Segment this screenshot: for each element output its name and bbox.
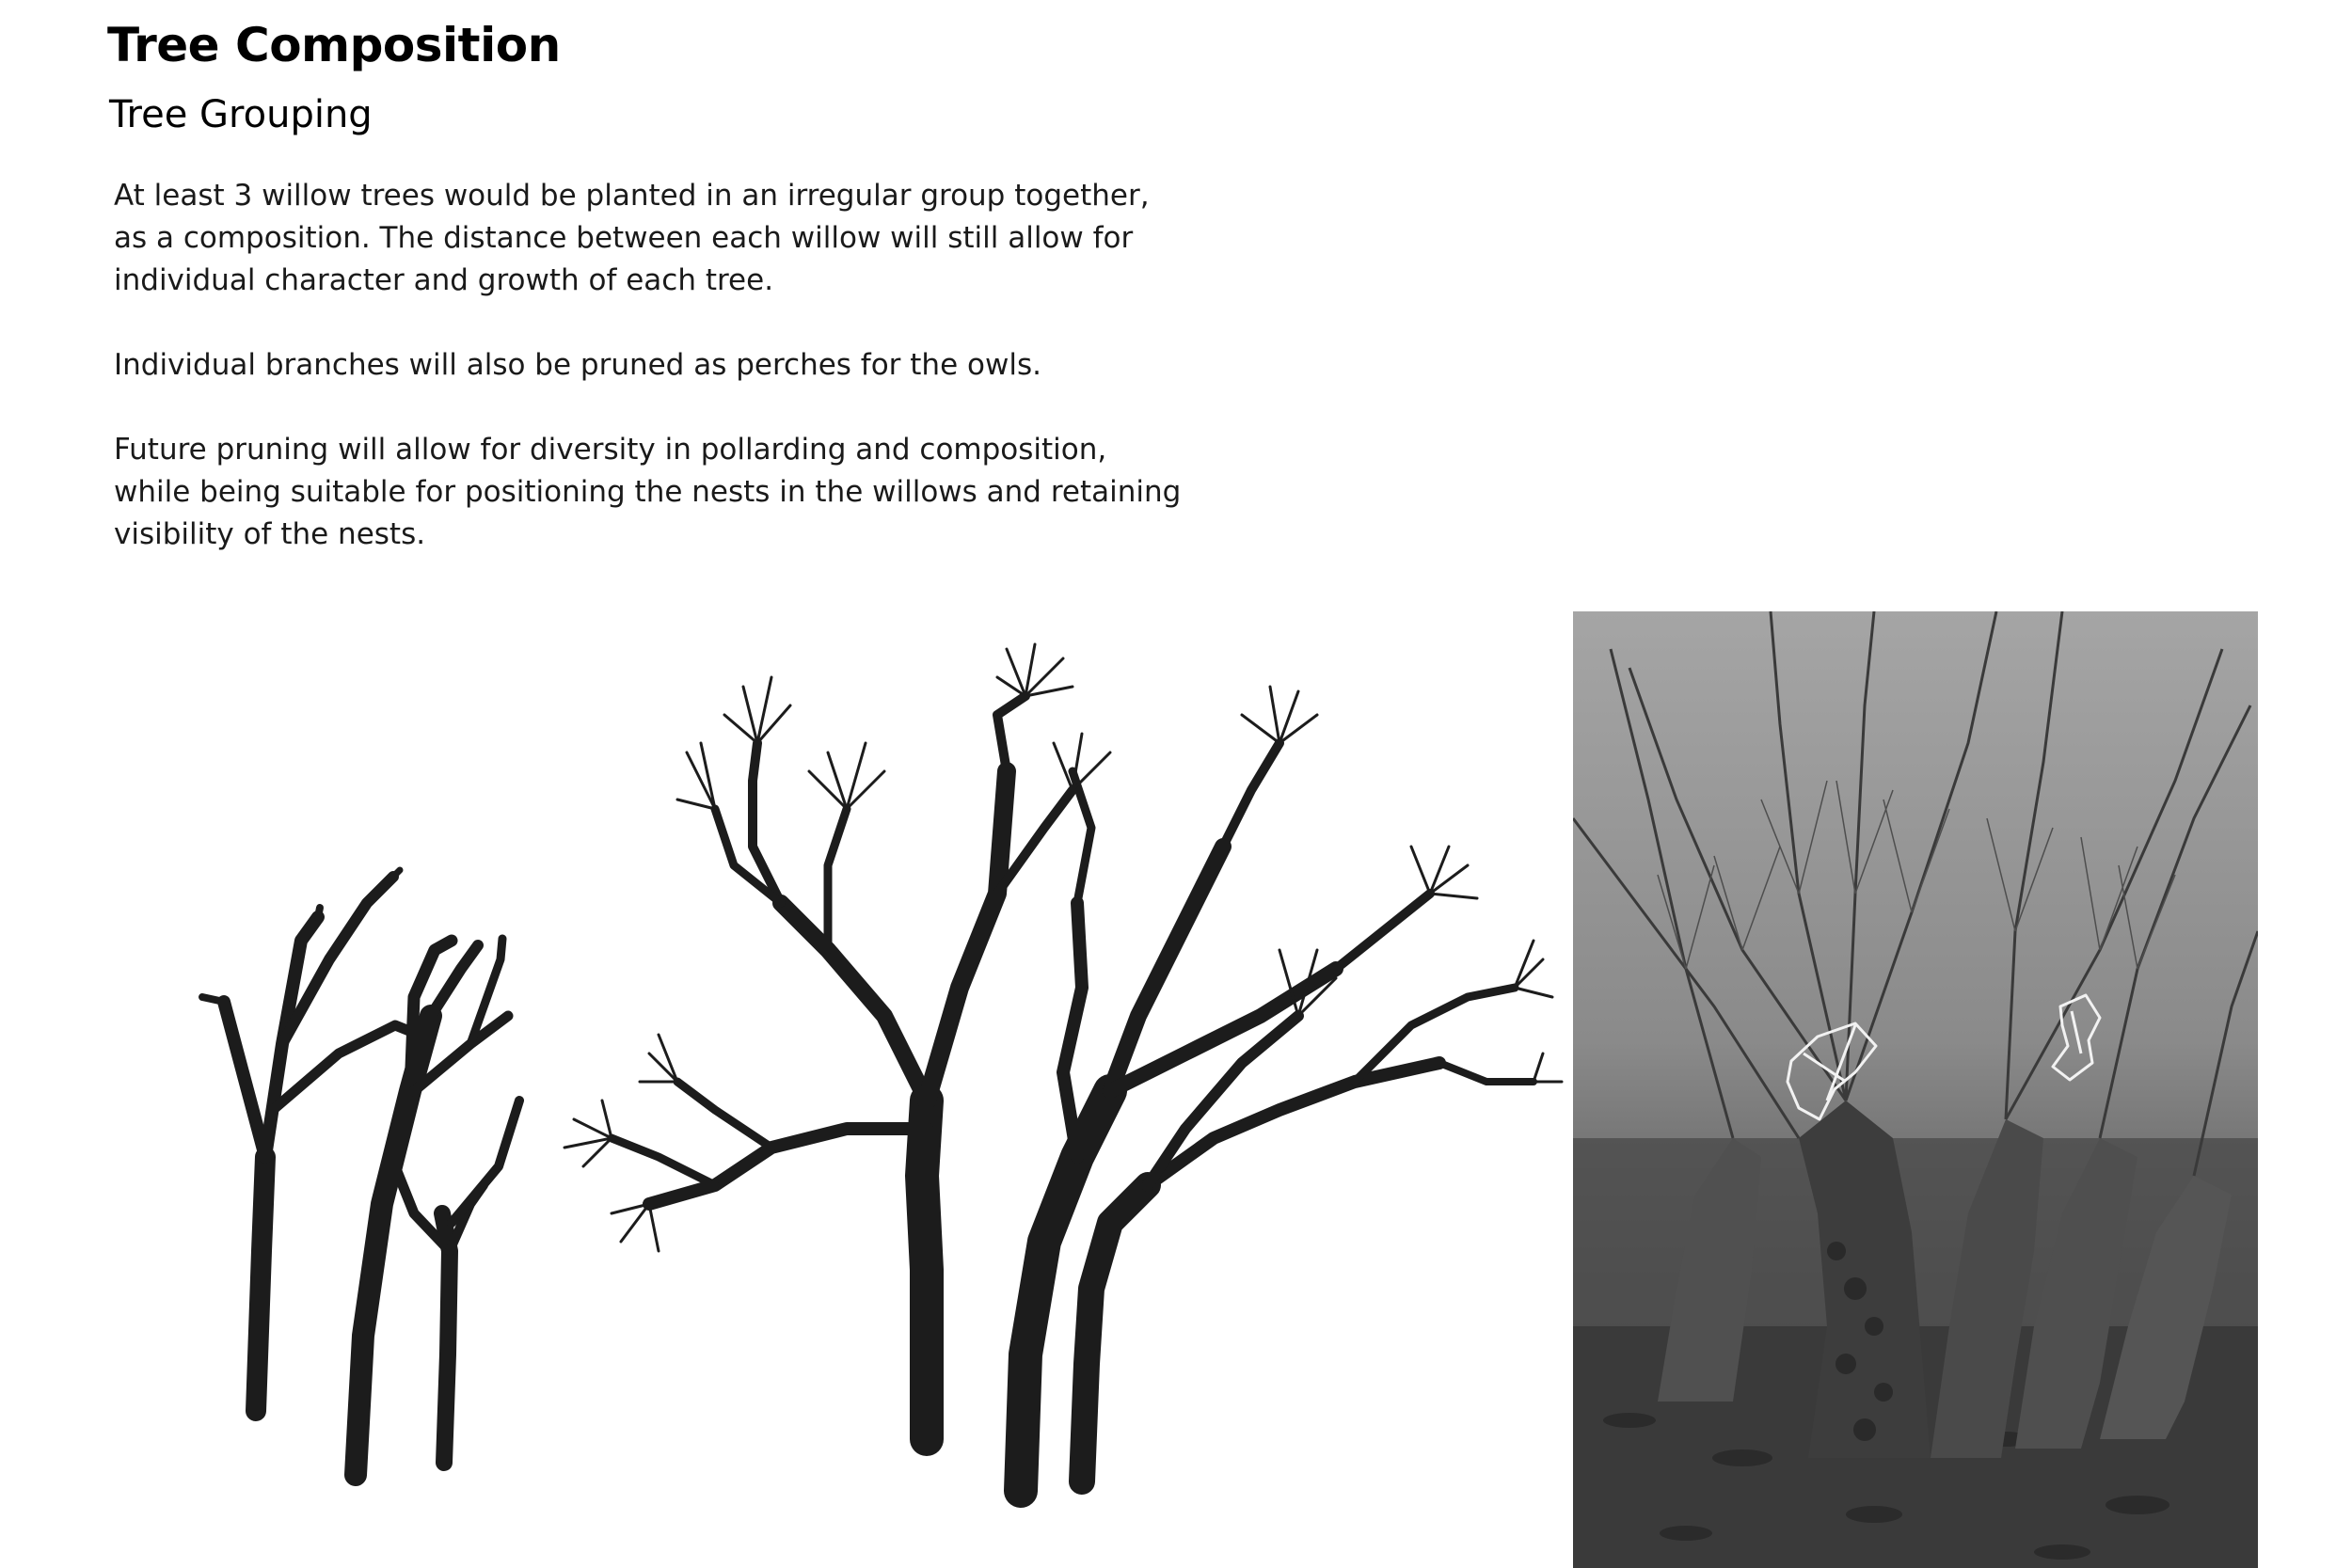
paragraph-perches: Individual branches will also be pruned as perches for the owls.	[114, 348, 1041, 382]
young-willow-tree-1	[202, 870, 419, 1411]
description-text	[114, 175, 1205, 598]
willow-photo	[1573, 611, 2258, 1568]
willow-sketch-illustration	[141, 611, 1581, 1568]
page-subtitle: Tree Grouping	[109, 93, 373, 136]
paragraph-tree-group: At least 3 willow trees would be planted in an irregular group together, as a composition. The distance between each willow will still allow for individual character and growth of each tree.	[114, 179, 1150, 297]
mature-willow-tree-right	[1082, 988, 1534, 1481]
young-willow-tree-3	[395, 1101, 519, 1463]
page-title: Tree Composition	[107, 18, 561, 72]
mature-willow-tree-left	[612, 696, 1073, 1439]
paragraph-future-pruning: Future pruning will allow for diversity in pollarding and composition, while being suitable for positioning the nests in the willows and retaining visibility of the nests.	[114, 433, 1182, 551]
young-willow-tree-2	[356, 939, 508, 1475]
